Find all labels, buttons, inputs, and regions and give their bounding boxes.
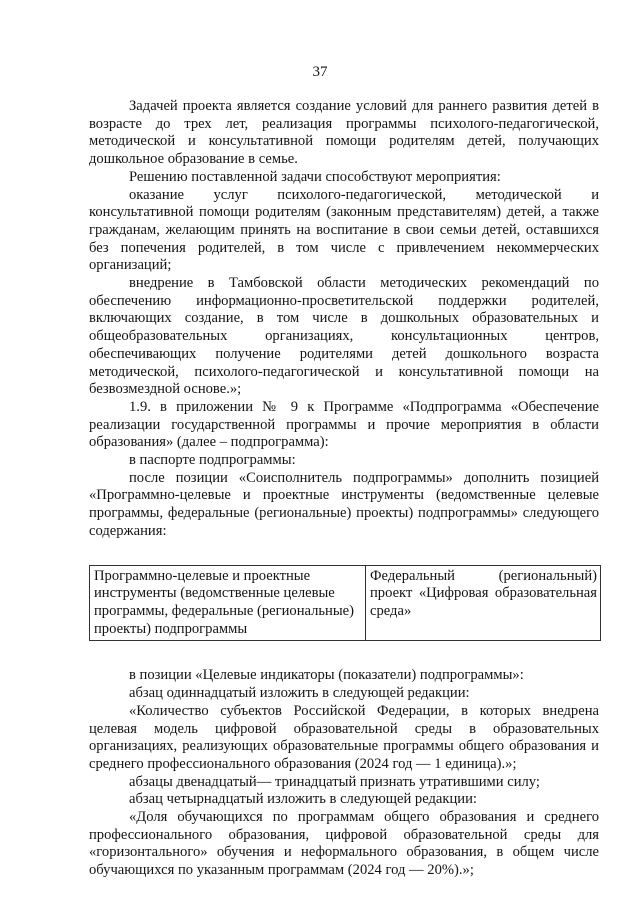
paragraph: абзац одиннадцатый изложить в следующей редакции:: [129, 685, 470, 702]
paragraph: в паспорте подпрограммы:: [129, 452, 296, 469]
paragraph: внедрение в Тамбовской области методических рекомендаций по обеспечению информационно-просветительской поддержки родителей, включающих создание, в том числе в дошкольных образовательных и общеобразовательных организациях, консультационных центров, обеспечивающих получение родителями детей дошкольного возраста методической, психолого-педагогической и консультативной помощи на безвозмездной основе.»;: [89, 275, 599, 398]
table-cell-position: Программно-целевые и проектные инструменты (ведомственные целевые программы, федеральные (региональные) проекты) подпрограммы: [90, 565, 366, 641]
passport-table: [89, 565, 601, 642]
paragraph: Решению поставленной задачи способствуют мероприятия:: [129, 168, 501, 185]
paragraph: в позиции «Целевые индикаторы (показатели) подпрограммы»:: [129, 667, 524, 684]
table-cell-content: Федеральный (региональный) проект «Цифровая образовательная среда»: [366, 565, 601, 641]
table-row: [90, 565, 601, 641]
paragraph: 1.9. в приложении № 9 к Программе «Подпрограмма «Обеспечение реализации государственной программы и прочие мероприятия в области образования» (далее – подпрограмма):: [89, 398, 599, 451]
paragraph: оказание услуг психолого-педагогической, методической и консультативной помощи родителям (законным представителям) детей, а также гражданам, желающим принять на воспитание в свои семьи детей, оставшихся без попечения родителей, в том числе с привлечением некоммерческих организаций;: [89, 186, 599, 274]
paragraph: абзац четырнадцатый изложить в следующей редакции:: [129, 791, 477, 808]
page-number: 37: [312, 64, 328, 80]
paragraph: после позиции «Соисполнитель подпрограммы» дополнить позицией «Программно-целевые и проектные инструменты (ведомственные целевые программы, федеральные (региональные) проекты) подпрограммы» следующего содержания:: [89, 469, 599, 539]
document-body: [89, 98, 599, 880]
paragraph: «Количество субъектов Российской Федерации, в которых внедрена целевая модель цифровой образовательной среды в образовательных организациях, реализующих образовательные программы общего образования и среднего профессионального образования (2024 год — 1 единица).»;: [89, 702, 599, 772]
paragraph: абзацы двенадцатый— тринадцатый признать утратившими силу;: [129, 773, 540, 790]
paragraph: «Доля обучающихся по программам общего образования и среднего профессионального образования, цифровой образовательной среды для «горизонтального» обучения и неформального образования, в общем числе обучающихся по указанным программам (2024 год — 20%).»;: [89, 809, 599, 879]
paragraph: Задачей проекта является создание условий для раннего развития детей в возрасте до трех лет, реализация программы психолого-педагогической, методической и консультативной помощи родителям детей, получающих дошкольное образование в семье.: [89, 98, 599, 168]
